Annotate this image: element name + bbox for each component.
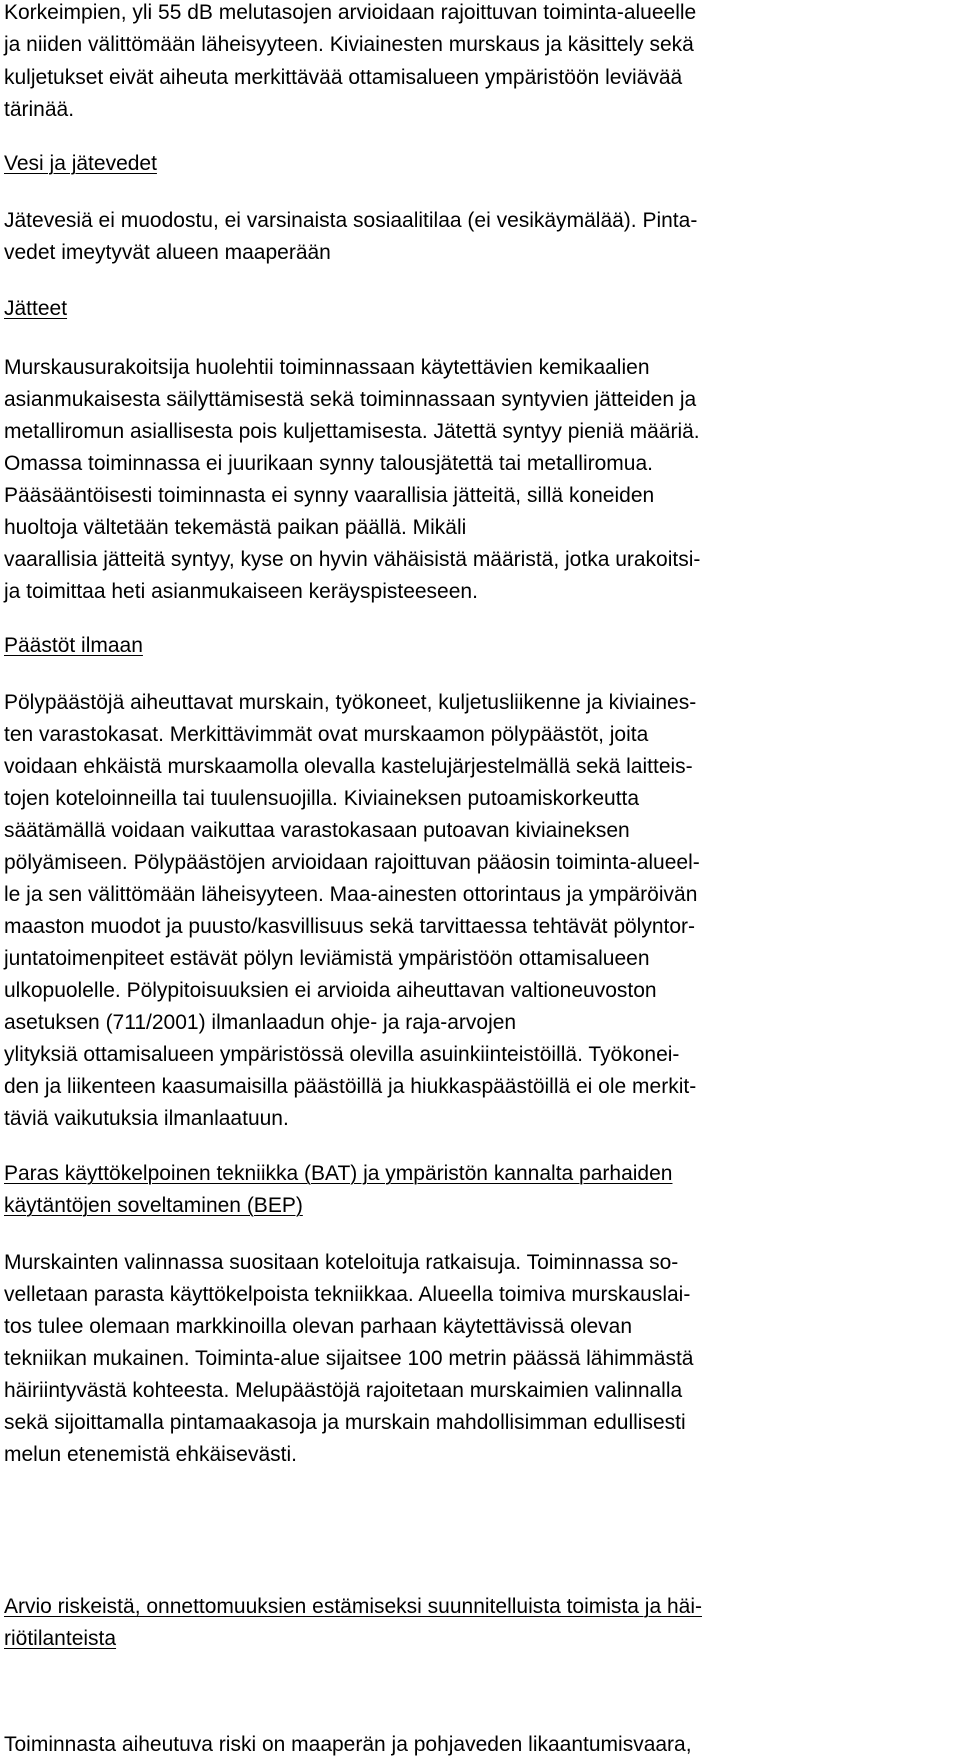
text-line: ja toimittaa heti asianmukaiseen keräyspisteeseen. (4, 580, 478, 603)
text-line: säätämällä voidaan vaikuttaa varastokasaan putoavan kiviaineksen (4, 819, 630, 842)
text-line: ulkopuolelle. Pölypitoisuuksien ei arvioida aiheuttavan valtioneuvoston (4, 979, 657, 1002)
text-line: Jätevesiä ei muodostu, ei varsinaista sosiaalitilaa (ei vesikäymälää). Pinta- (4, 209, 698, 232)
section-heading-vesi: Vesi ja jätevedet (4, 152, 157, 175)
text-line: huoltoja vältetään tekemästä paikan päällä. Mikäli (4, 516, 467, 539)
text-line: sekä sijoittamalla pintamaakasoja ja murskain mahdollisimman edullisesti (4, 1411, 686, 1434)
heading-line: riötilanteista (4, 1627, 117, 1650)
text-line: Murskainten valinnassa suositaan koteloituja ratkaisuja. Toiminnassa so- (4, 1251, 679, 1274)
text-line: tojen koteloinneilla tai tuulensuojilla. Kiviaineksen putoamiskorkeutta (4, 787, 640, 810)
heading-line: Paras käyttökelpoinen tekniikka (BAT) ja ympäristön kannalta parhaiden (4, 1162, 673, 1185)
text-line: Omassa toiminnassa ei juurikaan synny talousjätettä tai metalliromua. (4, 452, 653, 475)
text-line: täviä vaikutuksia ilmanlaatuun. (4, 1107, 289, 1130)
text-line: kuljetukset eivät aiheuta merkittävää ottamisalueen ympäristöön leviävää (4, 66, 683, 89)
text-line: ylityksiä ottamisalueen ympäristössä olevilla asuinkiinteistöillä. Työkonei- (4, 1043, 680, 1066)
text-line: melun etenemistä ehkäisevästi. (4, 1443, 297, 1466)
text-line: le ja sen välittömään läheisyyteen. Maa-ainesten ottorintaus ja ympäröivän (4, 883, 698, 906)
text-line: Korkeimpien, yli 55 dB melutasojen arvioidaan rajoittuvan toiminta-alueelle (4, 1, 697, 24)
section-heading-paastot: Päästöt ilmaan (4, 634, 143, 657)
heading-line: Arvio riskeistä, onnettomuuksien estämiseksi suunnitelluista toimista ja häi- (4, 1595, 702, 1618)
text-line: pölyämiseen. Pölypäästöjen arvioidaan rajoittuvan pääosin toiminta-alueel- (4, 851, 700, 874)
text-line: Pääsääntöisesti toiminnasta ei synny vaarallisia jätteitä, sillä koneiden (4, 484, 655, 507)
text-line: velletaan parasta käyttökelpoista tekniikkaa. Alueella toimiva murskauslai- (4, 1283, 691, 1306)
text-line: Murskausurakoitsija huolehtii toiminnassaan käytettävien kemikaalien (4, 356, 650, 379)
text-line: tos tulee olemaan markkinoilla olevan parhaan käytettävissä olevan (4, 1315, 633, 1338)
heading-line: käytäntöjen soveltaminen (BEP) (4, 1194, 303, 1217)
text-line: tärinää. (4, 98, 75, 121)
text-line: asianmukaisesta säilyttämisestä sekä toiminnassaan syntyvien jätteiden ja (4, 388, 697, 411)
text-line: häiriintyvästä kohteesta. Melupäästöjä rajoitetaan murskaimien valinnalla (4, 1379, 683, 1402)
text-line: asetuksen (711/2001) ilmanlaadun ohje- ja raja-arvojen (4, 1011, 517, 1034)
text-line: ja niiden välittömään läheisyyteen. Kiviainesten murskaus ja käsittely sekä (4, 33, 694, 56)
text-line: vedet imeytyvät alueen maaperään (4, 241, 331, 264)
text-line: ten varastokasat. Merkittävimmät ovat murskaamon pölypäästöt, joita (4, 723, 649, 746)
section-heading-jatteet: Jätteet (4, 297, 68, 320)
text-line: Pölypäästöjä aiheuttavat murskain, työkoneet, kuljetusliikenne ja kiviaines- (4, 691, 697, 714)
text-line: Toiminnasta aiheutuva riski on maaperän ja pohjaveden likaantumisvaara, (4, 1733, 692, 1756)
text-line: maaston muodot ja puusto/kasvillisuus sekä tarvittaessa tehtävät pölyntor- (4, 915, 696, 938)
text-line: tekniikan mukainen. Toiminta-alue sijaitsee 100 metrin päässä lähimmästä (4, 1347, 694, 1370)
text-line: juntatoimenpiteet estävät pölyn leviämistä ympäristöön ottamisalueen (4, 947, 650, 970)
text-line: den ja liikenteen kaasumaisilla päästöillä ja hiukkaspäästöillä ei ole merkit- (4, 1075, 697, 1098)
text-line: voidaan ehkäistä murskaamolla olevalla kastelujärjestelmällä sekä laitteis- (4, 755, 693, 778)
text-line: vaarallisia jätteitä syntyy, kyse on hyvin vähäisistä määristä, jotka urakoitsi- (4, 548, 701, 571)
text-line: metalliromun asiallisesta pois kuljettamisesta. Jätettä syntyy pieniä määriä. (4, 420, 700, 443)
